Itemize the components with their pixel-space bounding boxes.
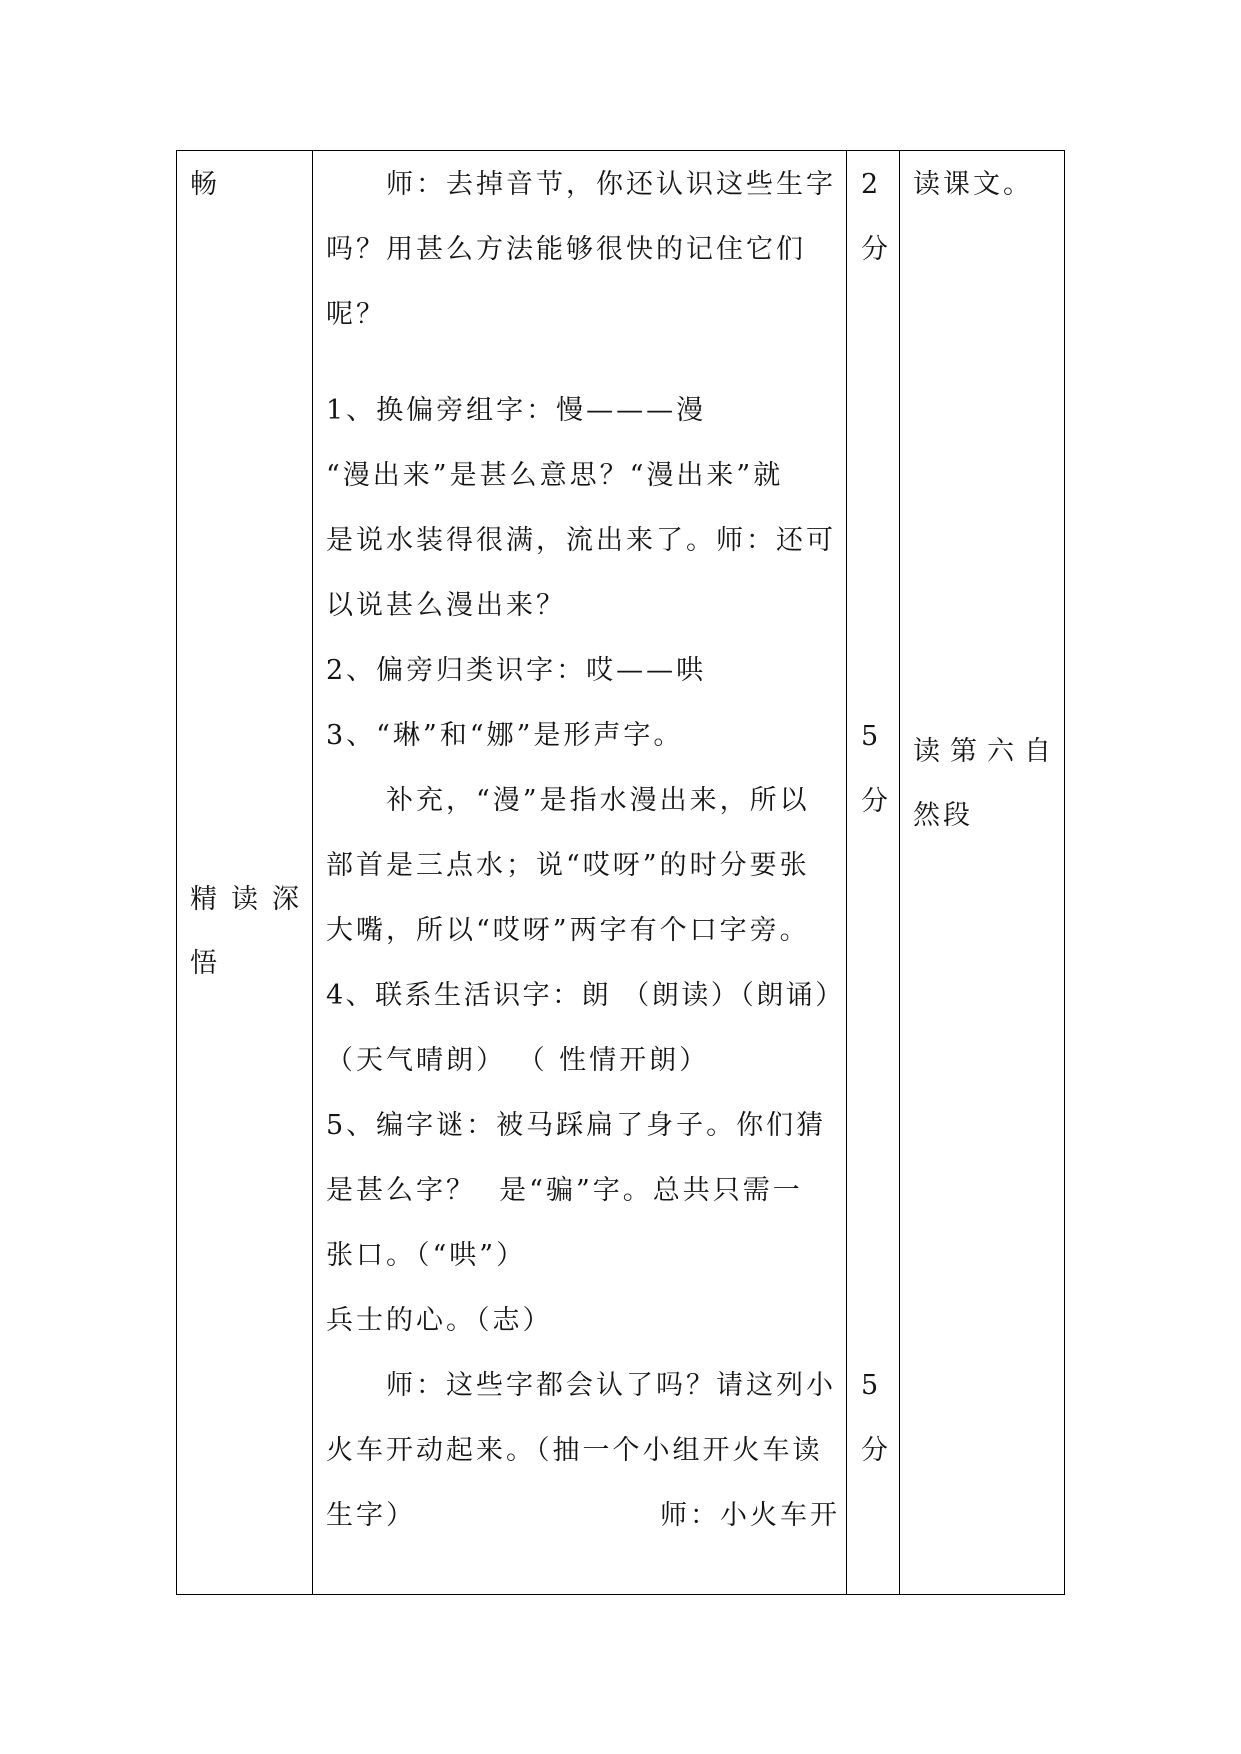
content-line: 是甚么字？ 是“骗”字。总共只需一 [326, 1174, 803, 1206]
content-line: 师：去掉音节，你还认识这些生字 [386, 168, 836, 200]
content-line: 以说甚么漫出来？ [326, 589, 566, 621]
content-line-end: 师：小火车开 [660, 1499, 840, 1531]
stage-label [190, 868, 312, 996]
content-line: 师：这些字都会认了吗？请这列小 [386, 1369, 836, 1401]
content-line: 吗？用甚么方法能够很快的记住它们 [326, 233, 806, 265]
note-entry [913, 720, 1063, 848]
stage-label-line: 精读深 [190, 883, 313, 915]
notes-cell [899, 150, 1065, 1595]
time-unit: 分 [861, 233, 891, 265]
content-line: 1、换偏旁组字：慢———漫 [326, 394, 707, 426]
content-line: 4、联系生活识字：朗 （朗读）（朗诵） [326, 979, 845, 1011]
content-line [326, 1483, 846, 1548]
content-line: 3、“琳”和“娜”是形声字。 [326, 719, 684, 751]
time-unit: 分 [861, 786, 891, 817]
note-line: 然段 [913, 799, 973, 831]
content-line: （天气晴朗） （ 性情开朗） [326, 1044, 710, 1076]
time-entry [861, 152, 891, 282]
content-line: “漫出来”是甚么意思？“漫出来”就 [326, 459, 784, 491]
time-cell [846, 150, 899, 1595]
content-line: 是说水装得很满，流出来了。师：还可 [326, 524, 836, 556]
stage-label-line: 畅 [190, 168, 220, 200]
content-text [326, 152, 846, 1548]
note-line: 读第六自 [913, 735, 1061, 767]
content-line: 呢？ [326, 298, 386, 330]
content-line: 部首是三点水；说“哎呀”的时分要张 [326, 849, 810, 881]
note-entry [913, 152, 1063, 217]
stage-cell [176, 150, 312, 1595]
time-entry [861, 704, 891, 834]
time-unit: 分 [861, 1434, 891, 1466]
time-value: 5 [861, 721, 882, 752]
note-line: 读课文。 [913, 168, 1033, 200]
content-line-start: 生字） [326, 1499, 416, 1531]
content-cell [312, 150, 846, 1595]
paragraph-spacer [326, 347, 846, 378]
content-line: 5、编字谜：被马踩扁了身子。你们猜 [326, 1109, 827, 1141]
stage-label [190, 152, 312, 217]
content-line: 大嘴，所以“哎呀”两字有个口字旁。 [326, 914, 810, 946]
content-line: 张口。（“哄”） [326, 1239, 527, 1271]
content-line: 补充，“漫”是指水漫出来，所以 [386, 784, 810, 816]
lesson-plan-table [176, 150, 1065, 1595]
stage-label-line: 悟 [190, 947, 220, 979]
time-value: 2 [861, 168, 882, 200]
time-value: 5 [861, 1369, 882, 1401]
content-line: 兵士的心。（志） [326, 1304, 553, 1336]
content-line: 火车开动起来。（抽一个小组开火车读 [326, 1434, 823, 1466]
content-line: 2、偏旁归类识字：哎——哄 [326, 654, 707, 686]
time-entry [861, 1353, 891, 1483]
